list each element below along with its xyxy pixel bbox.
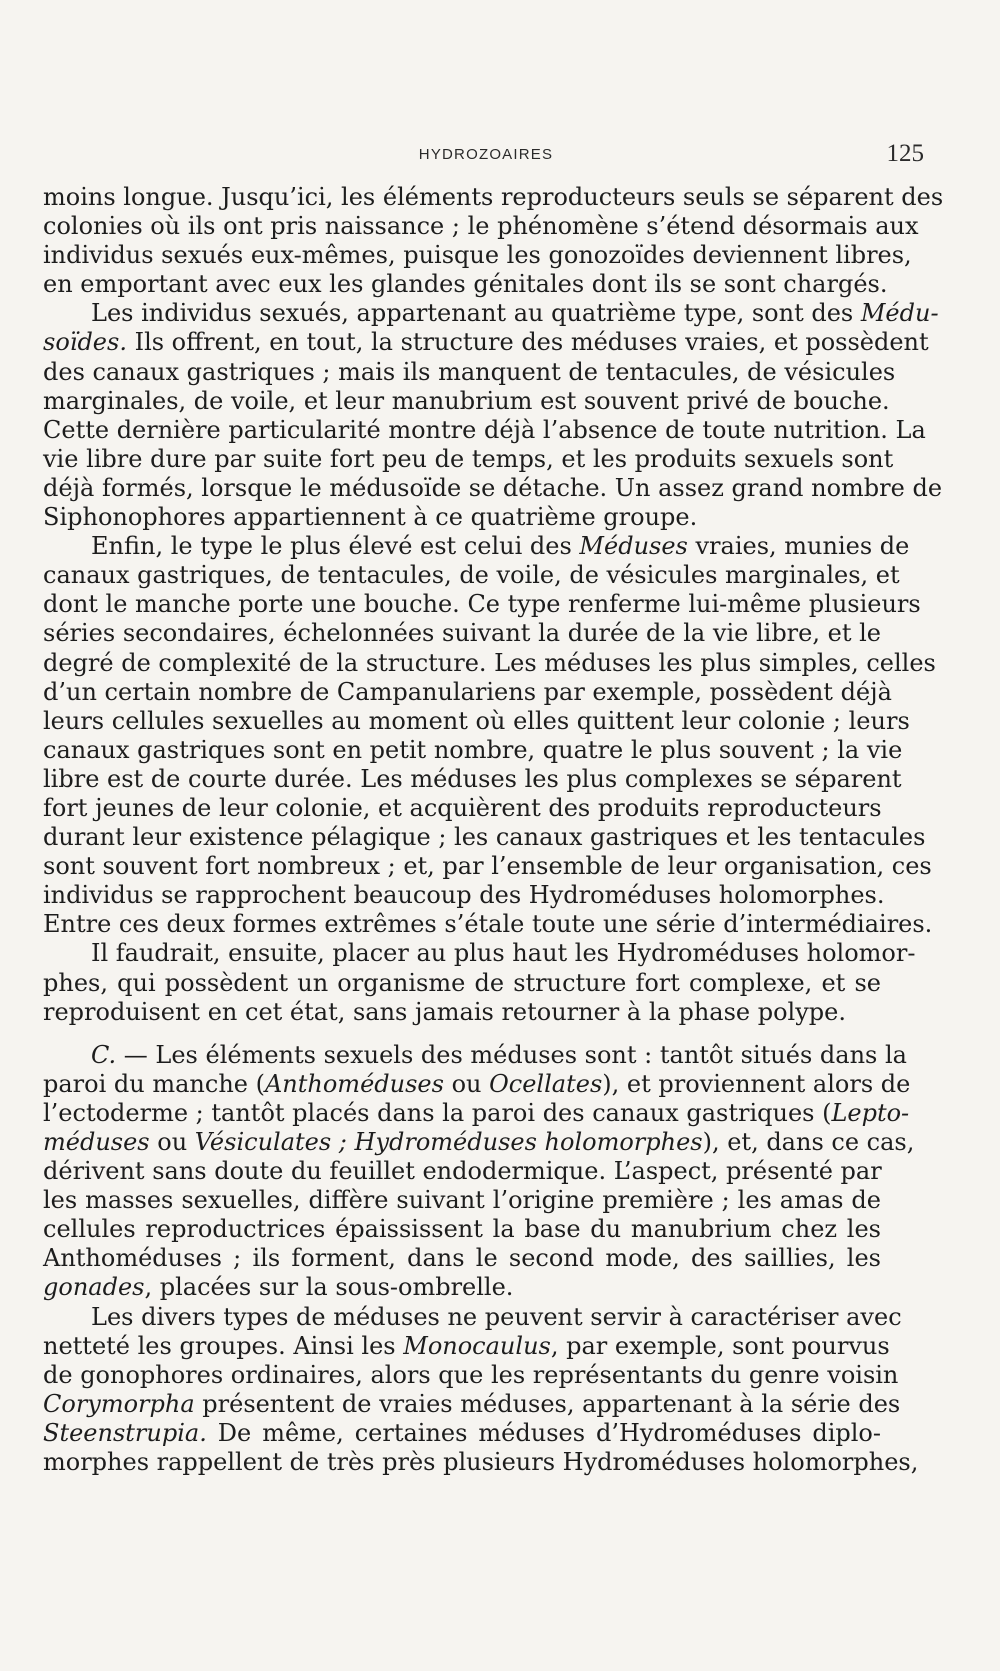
text-line: séries secondaires, échelonnées suivant la durée de la vie libre, et le [43, 619, 881, 648]
text-line: phes, qui possèdent un organisme de structure fort complexe, et se [43, 968, 881, 997]
text-line: soïdes. Ils offrent, en tout, la structure des méduses vraies, et possèdent [43, 328, 929, 357]
text-line: Il faudrait, ensuite, placer au plus haut les Hydroméduses holomor- [91, 939, 916, 968]
text-line: individus se rapprochent beaucoup des Hydroméduses holomorphes. [43, 881, 885, 910]
text-line: de gonophores ordinaires, alors que les représentants du genre voisin [43, 1360, 899, 1389]
text-line: colonies où ils ont pris naissance ; le phénomène s’étend désormais aux [43, 212, 919, 241]
text-line: leurs cellules sexuelles au moment où elles quittent leur colonie ; leurs [43, 706, 910, 735]
text-line: en emportant avec eux les glandes génitales dont ils se sont chargés. [43, 270, 888, 299]
text-line: gonades, placées sur la sous-ombrelle. [43, 1273, 514, 1302]
text-line: durant leur existence pélagique ; les canaux gastriques et les tentacules [43, 823, 926, 852]
text-line: dont le manche porte une bouche. Ce type renferme lui-même plusieurs [43, 590, 921, 619]
paragraph-gap [43, 1027, 881, 1041]
page-number: 125 [886, 140, 924, 167]
text-line: canaux gastriques sont en petit nombre, quatre le plus souvent ; la vie [43, 735, 903, 764]
text-line: Les divers types de méduses ne peuvent servir à caractériser avec [91, 1302, 902, 1331]
text-line: Anthoméduses ; ils forment, dans le second mode, des saillies, les [43, 1244, 881, 1273]
text-line: dérivent sans doute du feuillet endodermique. L’aspect, présenté par [43, 1157, 882, 1186]
text-line: Entre ces deux formes extrêmes s’étale toute une série d’intermédiaires. [43, 910, 933, 939]
text-line: fort jeunes de leur colonie, et acquièrent des produits reproducteurs [43, 793, 882, 822]
body-text [43, 183, 944, 1477]
text-line: Steenstrupia. De même, certaines méduses d’Hydroméduses diplo- [43, 1418, 881, 1447]
text-line: libre est de courte durée. Les méduses les plus complexes se séparent [43, 764, 902, 793]
text-line: méduses ou Vésiculates ; Hydroméduses holomorphes), et, dans ce cas, [43, 1128, 915, 1156]
text-line: individus sexués eux-mêmes, puisque les gonozoïdes deviennent libres, [43, 241, 912, 270]
text-line: marginales, de voile, et leur manubrium est souvent privé de bouche. [43, 386, 890, 415]
text-line: reproduisent en cet état, sans jamais retourner à la phase polype. [43, 997, 846, 1026]
text-line: Corymorpha présentent de vraies méduses, appartenant à la série des [43, 1389, 901, 1418]
text-line: Siphonophores appartiennent à ce quatrième groupe. [43, 503, 698, 532]
text-line: déjà formés, lorsque le médusoïde se détache. Un assez grand nombre de [43, 473, 943, 502]
text-line: Les individus sexués, appartenant au quatrième type, sont des Médu- [91, 299, 939, 328]
text-line: morphes rappellent de très près plusieurs Hydroméduses holomorphes, [43, 1448, 919, 1477]
text-line: moins longue. Jusqu’ici, les éléments reproducteurs seuls se séparent des [43, 183, 944, 211]
text-line: C. — Les éléments sexuels des méduses sont : tantôt situés dans la [91, 1040, 907, 1069]
text-line: Cette dernière particularité montre déjà l’absence de toute nutrition. La [43, 415, 926, 444]
text-line: sont souvent fort nombreux ; et, par l’ensemble de leur organisation, ces [43, 852, 932, 881]
text-line: d’un certain nombre de Campanulariens par exemple, possèdent déjà [43, 677, 892, 706]
text-line: des canaux gastriques ; mais ils manquent de tentacules, de vésicules [43, 357, 896, 386]
text-line: canaux gastriques, de tentacules, de voile, de vésicules marginales, et [43, 561, 900, 590]
running-head: HYDROZOAIRES [418, 146, 554, 163]
text-line: Enfin, le type le plus élevé est celui des Méduses vraies, munies de [91, 532, 910, 561]
text-line: degré de complexité de la structure. Les méduses les plus simples, celles [43, 648, 936, 677]
text-line: l’ectoderme ; tantôt placés dans la paroi des canaux gastriques (Lepto- [43, 1098, 910, 1127]
page-header [48, 140, 924, 170]
text-line: paroi du manche (Anthoméduses ou Ocellates), et proviennent alors de [43, 1069, 911, 1098]
text-line: cellules reproductrices épaississent la base du manubrium chez les [43, 1215, 881, 1244]
text-line: vie libre dure par suite fort peu de temps, et les produits sexuels sont [43, 444, 894, 473]
text-line: les masses sexuelles, diffère suivant l’origine première ; les amas de [43, 1186, 881, 1215]
text-line: netteté les groupes. Ainsi les Monocaulus, par exemple, sont pourvus [43, 1331, 890, 1360]
